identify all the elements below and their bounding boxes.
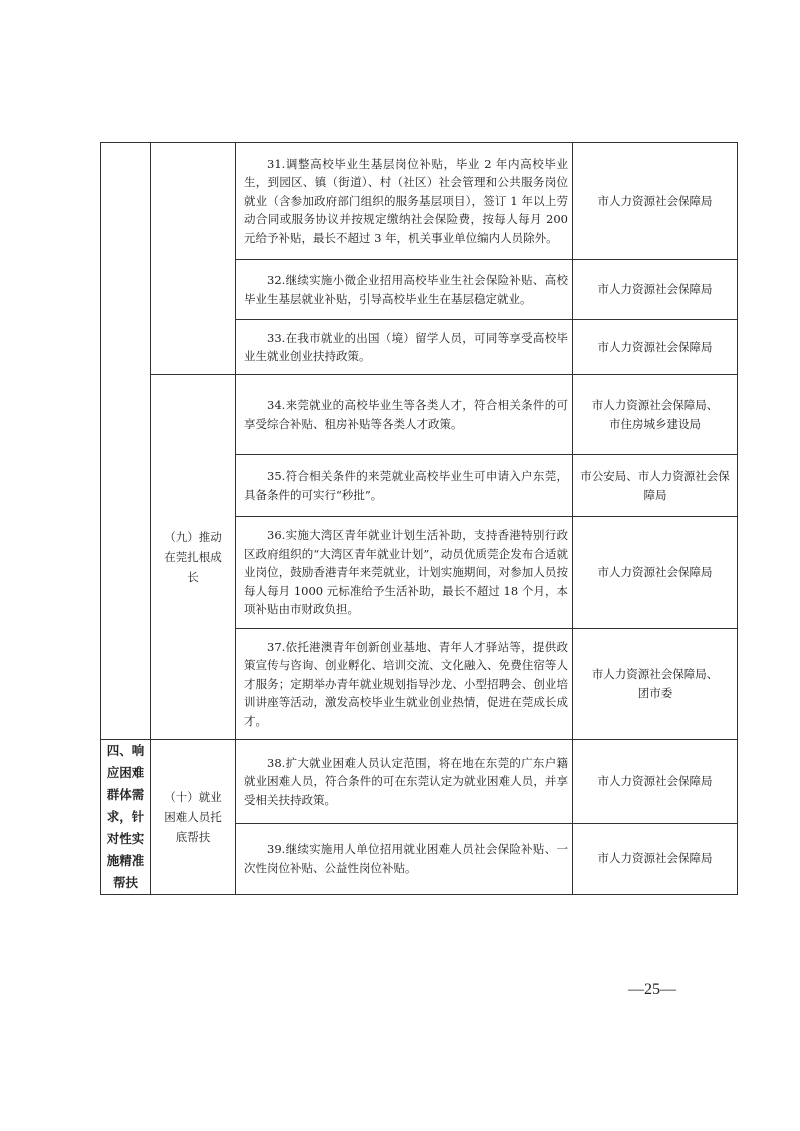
policy-table [100,142,738,895]
responsible-dept-32: 市人力资源社会保障局 [573,260,738,320]
dept-34-line-1: 市人力资源社会保障局、 [591,397,719,412]
category-ten-line-3: 底帮扶 [175,830,211,844]
responsible-dept-38: 市人力资源社会保障局 [573,740,738,824]
category-nine-line-3: 长 [187,570,199,584]
section-four-line-2: 应困难 [106,765,145,780]
policy-text-32: 32.继续实施小微企业招用高校毕业生社会保险补贴、高校毕业生基层就业补贴，引导高校毕业生在基层稳定就业。 [236,260,573,320]
section-four-line-6: 施精准 [106,853,145,868]
responsible-dept-31: 市人力资源社会保障局 [573,143,738,260]
responsible-dept-35: 市公安局、市人力资源社会保障局 [573,455,738,517]
section-four-line-5: 对性实 [106,831,145,846]
policy-text-35: 35.符合相关条件的来莞就业高校毕业生可申请入户东莞，具备条件的可实行“秒批”。 [236,455,573,517]
section-four-line-3: 群体需 [106,787,145,802]
table-row [101,143,738,260]
category-ten-line-2: 困难人员托 [164,810,222,824]
policy-text-31: 31.调整高校毕业生基层岗位补贴，毕业 2 年内高校毕业生，到园区、镇（街道）、村（社区）社会管理和公共服务岗位就业（含参加政府部门组织的服务基层项目），签订 1 年以上劳动合同或服务协议并按规定缴纳社会保险费，按每人每月 200 元给予补贴，最长不超过 3 年，机关事业单位编内人员除外。 [236,143,573,260]
section-four-line-1: 四、响 [106,743,145,758]
section-four-line-4: 求，针 [106,809,145,824]
policy-text-33: 33.在我市就业的出国（境）留学人员，可同等享受高校毕业生就业创业扶持政策。 [236,320,573,375]
table-row [101,740,738,824]
responsible-dept-36: 市人力资源社会保障局 [573,517,738,629]
category-cell-nine [151,375,236,740]
responsible-dept-34 [573,375,738,455]
policy-text-34: 34.来莞就业的高校毕业生等各类人才，符合相关条件的可享受综合补贴、租房补贴等各类人才政策。 [236,375,573,455]
responsible-dept-39: 市人力资源社会保障局 [573,823,738,894]
category-ten-line-1: （十）就业 [164,790,222,804]
category-nine-line-1: （九）推动 [164,530,222,544]
category-cell-continued [151,143,236,375]
policy-text-39: 39.继续实施用人单位招用就业困难人员社会保险补贴、一次性岗位补贴、公益性岗位补贴。 [236,823,573,894]
section-four-line-7: 帮扶 [112,875,138,890]
category-nine-line-2: 在莞扎根成 [164,550,222,564]
dept-37-line-1: 市人力资源社会保障局、 [591,667,719,681]
section-cell-four [101,740,151,895]
policy-text-36: 36.实施大湾区青年就业计划生活补助，支持香港特别行政区政府组织的“大湾区青年就业计划”，动员优质莞企发布合适就业岗位，鼓励香港青年来莞就业，计划实施期间，对参加人员按每人每月 1000 元标准给予生活补助，最长不超过 18 个月，本项补贴由市财政负担。 [236,517,573,629]
responsible-dept-33: 市人力资源社会保障局 [573,320,738,375]
dept-34-line-2: 市住房城乡建设局 [609,416,701,431]
policy-text-37: 37.依托港澳青年创新创业基地、青年人才驿站等，提供政策宣传与咨询、创业孵化、培训交流、文化融入、免费住宿等人才服务；定期举办青年就业规划指导沙龙、小型招聘会、创业培训讲座等活动，激发高校毕业生就业创业热情，促进在莞成长成才。 [236,629,573,740]
category-cell-ten [151,740,236,895]
page-number: —25— [628,981,676,998]
table-row [101,375,738,455]
dept-37-line-2: 团市委 [637,686,673,700]
section-cell-continued [101,143,151,740]
responsible-dept-37 [573,629,738,740]
policy-text-38: 38.扩大就业困难人员认定范围，将在地在东莞的广东户籍就业困难人员，符合条件的可在东莞认定为就业困难人员，并享受相关扶持政策。 [236,740,573,824]
